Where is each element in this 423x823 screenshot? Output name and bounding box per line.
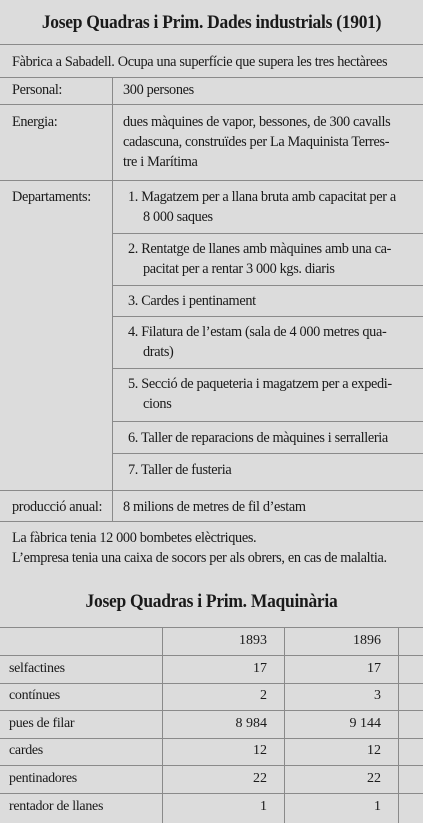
department-item-cont: cions (143, 396, 172, 412)
department-item-cont: 8 000 saques (143, 209, 213, 225)
table-cell: 1 (374, 799, 381, 814)
divider (0, 77, 423, 78)
table-cell: 9 144 (349, 716, 381, 731)
department-item: 2. Rentatge de llanes amb màquines amb una ca- (128, 241, 391, 257)
produccio-value: 8 milions de metres de fil d’estam (123, 499, 306, 515)
table-row-label: selfactines (9, 661, 65, 676)
column-divider (112, 77, 113, 180)
table-cell: 22 (367, 771, 381, 786)
intro-text: Fàbrica a Sabadell. Ocupa una superfície que supera les tres hectàrees (12, 54, 388, 70)
divider (0, 655, 423, 656)
divider (0, 683, 423, 684)
personal-label: Personal: (12, 82, 63, 98)
divider (0, 765, 423, 766)
divider (0, 710, 423, 711)
energia-line: dues màquines de vapor, bessones, de 300 cavalls (123, 114, 391, 130)
table-cell: 12 (253, 743, 267, 758)
divider (112, 368, 423, 369)
divider (112, 285, 423, 286)
energia-line: tre i Marítima (123, 154, 198, 170)
divider (112, 233, 423, 234)
divider (0, 521, 423, 522)
department-item-cont: pacitat per a rentar 3 000 kgs. diaris (143, 261, 335, 277)
table-cell: 8 984 (235, 716, 267, 731)
department-item: 4. Filatura de l’estam (sala de 4 000 metres qua- (128, 324, 387, 340)
divider (0, 738, 423, 739)
energia-line: cadascuna, construïdes per La Maquinista Terres- (123, 134, 390, 150)
energia-label: Energia: (12, 114, 58, 130)
note-text: L’empresa tenia una caixa de socors per als obrers, en cas de malaltia. (12, 550, 387, 566)
departaments-label: Departaments: (12, 189, 91, 205)
divider (112, 316, 423, 317)
divider (112, 421, 423, 422)
divider (0, 793, 423, 794)
section2-title: Josep Quadras i Prim. Maquinària (85, 591, 338, 612)
table-row-label: pues de filar (9, 716, 75, 731)
personal-value: 300 persones (123, 82, 194, 98)
table-row-label: pentinadores (9, 771, 77, 786)
table-cell: 17 (253, 661, 267, 676)
department-item: 3. Cardes i pentinament (128, 293, 256, 309)
table-row-label: cardes (9, 743, 43, 758)
year-header: 1896 (353, 633, 381, 648)
column-divider (112, 180, 113, 490)
table-cell: 12 (367, 743, 381, 758)
divider (0, 180, 423, 181)
department-item: 1. Magatzem per a llana bruta amb capacitat per a (128, 189, 396, 205)
divider (0, 490, 423, 491)
table-row-label: rentador de llanes (9, 799, 104, 814)
department-item: 5. Secció de paqueteria i magatzem per a expedi- (128, 376, 392, 392)
divider (112, 453, 423, 454)
note-text: La fàbrica tenia 12 000 bombetes elèctriques. (12, 530, 257, 546)
table-row-label: contínues (9, 688, 60, 703)
divider (0, 627, 423, 628)
divider (0, 44, 423, 45)
table-cell: 2 (260, 688, 267, 703)
year-header: 1893 (239, 633, 267, 648)
column-divider (112, 490, 113, 521)
table-cell: 22 (253, 771, 267, 786)
department-item-cont: drats) (143, 344, 174, 360)
divider (0, 104, 423, 105)
section1-title: Josep Quadras i Prim. Dades industrials (1901) (41, 12, 382, 33)
department-item: 7. Taller de fusteria (128, 462, 232, 478)
table-cell: 1 (260, 799, 267, 814)
table-cell: 3 (374, 688, 381, 703)
department-item: 6. Taller de reparacions de màquines i serralleria (128, 430, 388, 446)
produccio-label: producció anual: (12, 499, 103, 515)
table-cell: 17 (367, 661, 381, 676)
